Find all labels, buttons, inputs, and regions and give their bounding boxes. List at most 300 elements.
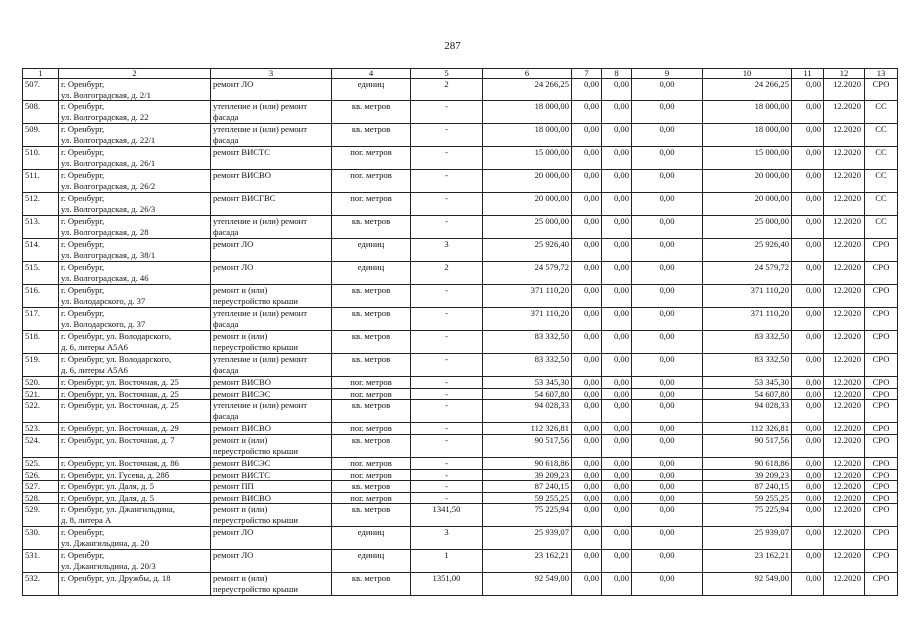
- unit-cell: пог. метров: [332, 469, 411, 481]
- method-cell: СРО: [865, 308, 898, 331]
- deadline-cell: 12.2020: [824, 457, 865, 469]
- header-cell: 4: [332, 69, 411, 79]
- deadline-cell: 12.2020: [824, 481, 865, 493]
- table-row: [23, 147, 898, 170]
- address-cell: г. Оренбург, ул. Володарского, д. 37: [59, 308, 211, 331]
- fund-share-cell: 0,00: [572, 434, 602, 457]
- total-cost-cell: 25 939,07: [483, 527, 572, 550]
- fund-share-cell: 0,00: [572, 469, 602, 481]
- specific-cost-cell: 0,00: [792, 331, 824, 354]
- fund-share-cell: 0,00: [572, 504, 602, 527]
- table-row: [23, 457, 898, 469]
- other-share-cell: 0,00: [632, 504, 703, 527]
- table-row: [23, 573, 898, 596]
- total-cost-cell: 18 000,00: [483, 101, 572, 124]
- method-cell: СРО: [865, 331, 898, 354]
- deadline-cell: 12.2020: [824, 79, 865, 101]
- method-cell: СС: [865, 101, 898, 124]
- row-number-cell: 528.: [23, 492, 59, 504]
- method-cell: СРО: [865, 400, 898, 423]
- header-cell: 8: [602, 69, 632, 79]
- row-number-cell: 508.: [23, 101, 59, 124]
- total-cost-cell: 39 209,23: [483, 469, 572, 481]
- owner-funds-cell: 83 332,50: [703, 354, 792, 377]
- owner-funds-cell: 75 225,94: [703, 504, 792, 527]
- owner-funds-cell: 18 000,00: [703, 101, 792, 124]
- work-type-cell: ремонт ВИСВО: [211, 170, 332, 193]
- owner-funds-cell: 18 000,00: [703, 124, 792, 147]
- fund-share-cell: 0,00: [572, 331, 602, 354]
- unit-cell: кв. метров: [332, 400, 411, 423]
- quantity-cell: -: [411, 469, 483, 481]
- total-cost-cell: 24 579,72: [483, 262, 572, 285]
- address-cell: г. Оренбург, ул. Волгоградская, д. 28: [59, 216, 211, 239]
- method-cell: СС: [865, 193, 898, 216]
- budget-share-cell: 0,00: [602, 573, 632, 596]
- budget-share-cell: 0,00: [602, 262, 632, 285]
- unit-cell: кв. метров: [332, 124, 411, 147]
- deadline-cell: 12.2020: [824, 331, 865, 354]
- specific-cost-cell: 0,00: [792, 469, 824, 481]
- quantity-cell: -: [411, 147, 483, 170]
- deadline-cell: 12.2020: [824, 492, 865, 504]
- budget-share-cell: 0,00: [602, 147, 632, 170]
- unit-cell: пог. метров: [332, 423, 411, 435]
- page-number: 287: [444, 40, 461, 52]
- fund-share-cell: 0,00: [572, 262, 602, 285]
- address-cell: г. Оренбург, ул. Волгоградская, д. 2/1: [59, 79, 211, 101]
- quantity-cell: -: [411, 388, 483, 400]
- unit-cell: пог. метров: [332, 170, 411, 193]
- header-cell: 1: [23, 69, 59, 79]
- specific-cost-cell: 0,00: [792, 354, 824, 377]
- row-number-cell: 519.: [23, 354, 59, 377]
- header-cell: 7: [572, 69, 602, 79]
- address-cell: г. Оренбург, ул. Володарского, д. 6, литеры А5А6: [59, 331, 211, 354]
- quantity-cell: -: [411, 400, 483, 423]
- total-cost-cell: 83 332,50: [483, 354, 572, 377]
- method-cell: СРО: [865, 262, 898, 285]
- fund-share-cell: 0,00: [572, 492, 602, 504]
- deadline-cell: 12.2020: [824, 423, 865, 435]
- work-type-cell: утепление и (или) ремонт фасада: [211, 124, 332, 147]
- work-type-cell: ремонт ЛО: [211, 262, 332, 285]
- other-share-cell: 0,00: [632, 79, 703, 101]
- unit-cell: пог. метров: [332, 193, 411, 216]
- row-number-cell: 532.: [23, 573, 59, 596]
- deadline-cell: 12.2020: [824, 101, 865, 124]
- address-cell: г. Оренбург, ул. Волгоградская, д. 38/1: [59, 239, 211, 262]
- deadline-cell: 12.2020: [824, 400, 865, 423]
- row-number-cell: 523.: [23, 423, 59, 435]
- work-type-cell: ремонт ВИСТС: [211, 147, 332, 170]
- total-cost-cell: 25 926,40: [483, 239, 572, 262]
- row-number-cell: 514.: [23, 239, 59, 262]
- specific-cost-cell: 0,00: [792, 434, 824, 457]
- owner-funds-cell: 371 110,20: [703, 285, 792, 308]
- fund-share-cell: 0,00: [572, 147, 602, 170]
- other-share-cell: 0,00: [632, 285, 703, 308]
- address-cell: г. Оренбург, ул. Волгоградская, д. 26/1: [59, 147, 211, 170]
- fund-share-cell: 0,00: [572, 354, 602, 377]
- fund-share-cell: 0,00: [572, 285, 602, 308]
- budget-share-cell: 0,00: [602, 527, 632, 550]
- deadline-cell: 12.2020: [824, 216, 865, 239]
- deadline-cell: 12.2020: [824, 262, 865, 285]
- row-number-cell: 512.: [23, 193, 59, 216]
- address-cell: г. Оренбург, ул. Гусева, д. 28б: [59, 469, 211, 481]
- header-cell: 9: [632, 69, 703, 79]
- unit-cell: пог. метров: [332, 388, 411, 400]
- row-number-cell: 527.: [23, 481, 59, 493]
- unit-cell: кв. метров: [332, 481, 411, 493]
- method-cell: СРО: [865, 423, 898, 435]
- fund-share-cell: 0,00: [572, 388, 602, 400]
- other-share-cell: 0,00: [632, 216, 703, 239]
- deadline-cell: 12.2020: [824, 377, 865, 389]
- other-share-cell: 0,00: [632, 400, 703, 423]
- quantity-cell: -: [411, 457, 483, 469]
- other-share-cell: 0,00: [632, 492, 703, 504]
- unit-cell: кв. метров: [332, 216, 411, 239]
- fund-share-cell: 0,00: [572, 170, 602, 193]
- header-cell: 3: [211, 69, 332, 79]
- table-row: [23, 492, 898, 504]
- quantity-cell: -: [411, 101, 483, 124]
- owner-funds-cell: 90 618,86: [703, 457, 792, 469]
- specific-cost-cell: 0,00: [792, 262, 824, 285]
- quantity-cell: -: [411, 434, 483, 457]
- address-cell: г. Оренбург, ул. Восточная, д. 25: [59, 377, 211, 389]
- address-cell: г. Оренбург, ул. Восточная, д. 29: [59, 423, 211, 435]
- table-row: [23, 423, 898, 435]
- owner-funds-cell: 39 209,23: [703, 469, 792, 481]
- fund-share-cell: 0,00: [572, 400, 602, 423]
- fund-share-cell: 0,00: [572, 239, 602, 262]
- budget-share-cell: 0,00: [602, 308, 632, 331]
- budget-share-cell: 0,00: [602, 239, 632, 262]
- row-number-cell: 524.: [23, 434, 59, 457]
- specific-cost-cell: 0,00: [792, 285, 824, 308]
- specific-cost-cell: 0,00: [792, 170, 824, 193]
- total-cost-cell: 54 607,80: [483, 388, 572, 400]
- work-type-cell: ремонт и (или) переустройство крыши: [211, 573, 332, 596]
- other-share-cell: 0,00: [632, 573, 703, 596]
- total-cost-cell: 23 162,21: [483, 550, 572, 573]
- table-row: [23, 550, 898, 573]
- work-type-cell: утепление и (или) ремонт фасада: [211, 216, 332, 239]
- quantity-cell: -: [411, 216, 483, 239]
- fund-share-cell: 0,00: [572, 550, 602, 573]
- deadline-cell: 12.2020: [824, 504, 865, 527]
- total-cost-cell: 18 000,00: [483, 124, 572, 147]
- total-cost-cell: 20 000,00: [483, 193, 572, 216]
- total-cost-cell: 90 517,56: [483, 434, 572, 457]
- row-number-cell: 520.: [23, 377, 59, 389]
- owner-funds-cell: 54 607,80: [703, 388, 792, 400]
- address-cell: г. Оренбург, ул. Даля, д. 5: [59, 492, 211, 504]
- owner-funds-cell: 20 000,00: [703, 193, 792, 216]
- deadline-cell: 12.2020: [824, 388, 865, 400]
- deadline-cell: 12.2020: [824, 308, 865, 331]
- specific-cost-cell: 0,00: [792, 423, 824, 435]
- quantity-cell: 1351,00: [411, 573, 483, 596]
- budget-share-cell: 0,00: [602, 285, 632, 308]
- other-share-cell: 0,00: [632, 101, 703, 124]
- budget-share-cell: 0,00: [602, 331, 632, 354]
- deadline-cell: 12.2020: [824, 170, 865, 193]
- work-type-cell: ремонт ВИСВО: [211, 492, 332, 504]
- method-cell: СРО: [865, 550, 898, 573]
- specific-cost-cell: 0,00: [792, 124, 824, 147]
- budget-share-cell: 0,00: [602, 354, 632, 377]
- specific-cost-cell: 0,00: [792, 147, 824, 170]
- fund-share-cell: 0,00: [572, 216, 602, 239]
- budget-share-cell: 0,00: [602, 377, 632, 389]
- table-row: [23, 124, 898, 147]
- fund-share-cell: 0,00: [572, 423, 602, 435]
- owner-funds-cell: 24 579,72: [703, 262, 792, 285]
- row-number-cell: 530.: [23, 527, 59, 550]
- address-cell: г. Оренбург, ул. Восточная, д. 25: [59, 388, 211, 400]
- owner-funds-cell: 25 000,00: [703, 216, 792, 239]
- address-cell: г. Оренбург, ул. Волгоградская, д. 26/2: [59, 170, 211, 193]
- deadline-cell: 12.2020: [824, 550, 865, 573]
- table-row: [23, 216, 898, 239]
- quantity-cell: -: [411, 481, 483, 493]
- fund-share-cell: 0,00: [572, 457, 602, 469]
- work-type-cell: утепление и (или) ремонт фасада: [211, 400, 332, 423]
- deadline-cell: 12.2020: [824, 147, 865, 170]
- owner-funds-cell: 92 549,00: [703, 573, 792, 596]
- header-cell: 6: [483, 69, 572, 79]
- specific-cost-cell: 0,00: [792, 492, 824, 504]
- other-share-cell: 0,00: [632, 124, 703, 147]
- quantity-cell: -: [411, 285, 483, 308]
- method-cell: СРО: [865, 239, 898, 262]
- work-type-cell: ремонт ВИСЭС: [211, 388, 332, 400]
- row-number-cell: 529.: [23, 504, 59, 527]
- header-cell: 12: [824, 69, 865, 79]
- deadline-cell: 12.2020: [824, 354, 865, 377]
- budget-share-cell: 0,00: [602, 434, 632, 457]
- address-cell: г. Оренбург, ул. Волгоградская, д. 22/1: [59, 124, 211, 147]
- unit-cell: единиц: [332, 550, 411, 573]
- method-cell: СРО: [865, 469, 898, 481]
- owner-funds-cell: 90 517,56: [703, 434, 792, 457]
- other-share-cell: 0,00: [632, 550, 703, 573]
- unit-cell: кв. метров: [332, 354, 411, 377]
- unit-cell: кв. метров: [332, 331, 411, 354]
- unit-cell: кв. метров: [332, 285, 411, 308]
- deadline-cell: 12.2020: [824, 124, 865, 147]
- method-cell: СС: [865, 170, 898, 193]
- table-row: [23, 434, 898, 457]
- table-row: [23, 377, 898, 389]
- method-cell: СРО: [865, 573, 898, 596]
- header-row: [23, 69, 898, 79]
- other-share-cell: 0,00: [632, 377, 703, 389]
- specific-cost-cell: 0,00: [792, 216, 824, 239]
- table-row: [23, 504, 898, 527]
- method-cell: СРО: [865, 377, 898, 389]
- total-cost-cell: 371 110,20: [483, 285, 572, 308]
- fund-share-cell: 0,00: [572, 481, 602, 493]
- specific-cost-cell: 0,00: [792, 573, 824, 596]
- table-row: [23, 469, 898, 481]
- work-type-cell: ремонт ЛО: [211, 79, 332, 101]
- specific-cost-cell: 0,00: [792, 79, 824, 101]
- budget-share-cell: 0,00: [602, 400, 632, 423]
- owner-funds-cell: 25 939,07: [703, 527, 792, 550]
- header-cell: 13: [865, 69, 898, 79]
- owner-funds-cell: 24 266,25: [703, 79, 792, 101]
- address-cell: г. Оренбург, ул. Волгоградская, д. 26/3: [59, 193, 211, 216]
- quantity-cell: -: [411, 308, 483, 331]
- fund-share-cell: 0,00: [572, 527, 602, 550]
- specific-cost-cell: 0,00: [792, 400, 824, 423]
- deadline-cell: 12.2020: [824, 285, 865, 308]
- specific-cost-cell: 0,00: [792, 504, 824, 527]
- total-cost-cell: 59 255,25: [483, 492, 572, 504]
- deadline-cell: 12.2020: [824, 434, 865, 457]
- budget-share-cell: 0,00: [602, 550, 632, 573]
- unit-cell: пог. метров: [332, 377, 411, 389]
- method-cell: СС: [865, 147, 898, 170]
- total-cost-cell: 87 240,15: [483, 481, 572, 493]
- address-cell: г. Оренбург, ул. Восточная, д. 86: [59, 457, 211, 469]
- owner-funds-cell: 25 926,40: [703, 239, 792, 262]
- work-type-cell: ремонт и (или) переустройство крыши: [211, 504, 332, 527]
- fund-share-cell: 0,00: [572, 193, 602, 216]
- address-cell: г. Оренбург, ул. Восточная, д. 7: [59, 434, 211, 457]
- other-share-cell: 0,00: [632, 469, 703, 481]
- specific-cost-cell: 0,00: [792, 377, 824, 389]
- table-row: [23, 400, 898, 423]
- other-share-cell: 0,00: [632, 434, 703, 457]
- quantity-cell: 2: [411, 262, 483, 285]
- row-number-cell: 525.: [23, 457, 59, 469]
- budget-share-cell: 0,00: [602, 79, 632, 101]
- address-cell: г. Оренбург, ул. Джангильдина, д. 8, литера А: [59, 504, 211, 527]
- budget-share-cell: 0,00: [602, 388, 632, 400]
- total-cost-cell: 94 028,33: [483, 400, 572, 423]
- work-type-cell: ремонт ВИСВО: [211, 377, 332, 389]
- specific-cost-cell: 0,00: [792, 101, 824, 124]
- other-share-cell: 0,00: [632, 423, 703, 435]
- specific-cost-cell: 0,00: [792, 550, 824, 573]
- specific-cost-cell: 0,00: [792, 193, 824, 216]
- table-row: [23, 285, 898, 308]
- unit-cell: единиц: [332, 79, 411, 101]
- unit-cell: пог. метров: [332, 457, 411, 469]
- owner-funds-cell: 15 000,00: [703, 147, 792, 170]
- specific-cost-cell: 0,00: [792, 308, 824, 331]
- row-number-cell: 518.: [23, 331, 59, 354]
- row-number-cell: 513.: [23, 216, 59, 239]
- fund-share-cell: 0,00: [572, 79, 602, 101]
- work-type-cell: ремонт ЛО: [211, 550, 332, 573]
- deadline-cell: 12.2020: [824, 469, 865, 481]
- table-row: [23, 101, 898, 124]
- header-cell: 11: [792, 69, 824, 79]
- work-type-cell: ремонт и (или) переустройство крыши: [211, 285, 332, 308]
- total-cost-cell: 92 549,00: [483, 573, 572, 596]
- quantity-cell: -: [411, 377, 483, 389]
- header-cell: 5: [411, 69, 483, 79]
- other-share-cell: 0,00: [632, 239, 703, 262]
- quantity-cell: -: [411, 331, 483, 354]
- method-cell: СРО: [865, 457, 898, 469]
- row-number-cell: 510.: [23, 147, 59, 170]
- row-number-cell: 515.: [23, 262, 59, 285]
- method-cell: СС: [865, 216, 898, 239]
- address-cell: г. Оренбург, ул. Дружбы, д. 18: [59, 573, 211, 596]
- work-type-cell: ремонт ВИСТС: [211, 469, 332, 481]
- work-type-cell: ремонт ВИСЭС: [211, 457, 332, 469]
- row-number-cell: 509.: [23, 124, 59, 147]
- other-share-cell: 0,00: [632, 388, 703, 400]
- work-type-cell: ремонт ЛО: [211, 527, 332, 550]
- total-cost-cell: 24 266,25: [483, 79, 572, 101]
- owner-funds-cell: 87 240,15: [703, 481, 792, 493]
- work-type-cell: ремонт ПП: [211, 481, 332, 493]
- method-cell: СРО: [865, 434, 898, 457]
- header-cell: 10: [703, 69, 792, 79]
- owner-funds-cell: 53 345,30: [703, 377, 792, 389]
- owner-funds-cell: 94 028,33: [703, 400, 792, 423]
- other-share-cell: 0,00: [632, 262, 703, 285]
- work-type-cell: ремонт ВИСВО: [211, 423, 332, 435]
- row-number-cell: 511.: [23, 170, 59, 193]
- budget-share-cell: 0,00: [602, 504, 632, 527]
- total-cost-cell: 20 000,00: [483, 170, 572, 193]
- unit-cell: кв. метров: [332, 101, 411, 124]
- unit-cell: пог. метров: [332, 492, 411, 504]
- table-row: [23, 527, 898, 550]
- header-cell: 2: [59, 69, 211, 79]
- budget-share-cell: 0,00: [602, 216, 632, 239]
- table-row: [23, 193, 898, 216]
- budget-share-cell: 0,00: [602, 492, 632, 504]
- row-number-cell: 526.: [23, 469, 59, 481]
- method-cell: СРО: [865, 527, 898, 550]
- budget-share-cell: 0,00: [602, 481, 632, 493]
- unit-cell: кв. метров: [332, 308, 411, 331]
- owner-funds-cell: 23 162,21: [703, 550, 792, 573]
- owner-funds-cell: 20 000,00: [703, 170, 792, 193]
- row-number-cell: 517.: [23, 308, 59, 331]
- quantity-cell: -: [411, 492, 483, 504]
- quantity-cell: 2: [411, 79, 483, 101]
- specific-cost-cell: 0,00: [792, 457, 824, 469]
- other-share-cell: 0,00: [632, 527, 703, 550]
- other-share-cell: 0,00: [632, 147, 703, 170]
- total-cost-cell: 371 110,20: [483, 308, 572, 331]
- quantity-cell: 3: [411, 527, 483, 550]
- address-cell: г. Оренбург, ул. Даля, д. 5: [59, 481, 211, 493]
- unit-cell: кв. метров: [332, 434, 411, 457]
- total-cost-cell: 53 345,30: [483, 377, 572, 389]
- address-cell: г. Оренбург, ул. Волгоградская, д. 46: [59, 262, 211, 285]
- other-share-cell: 0,00: [632, 457, 703, 469]
- deadline-cell: 12.2020: [824, 573, 865, 596]
- specific-cost-cell: 0,00: [792, 527, 824, 550]
- quantity-cell: 3: [411, 239, 483, 262]
- work-type-cell: ремонт ВИСГВС: [211, 193, 332, 216]
- method-cell: СРО: [865, 504, 898, 527]
- owner-funds-cell: 59 255,25: [703, 492, 792, 504]
